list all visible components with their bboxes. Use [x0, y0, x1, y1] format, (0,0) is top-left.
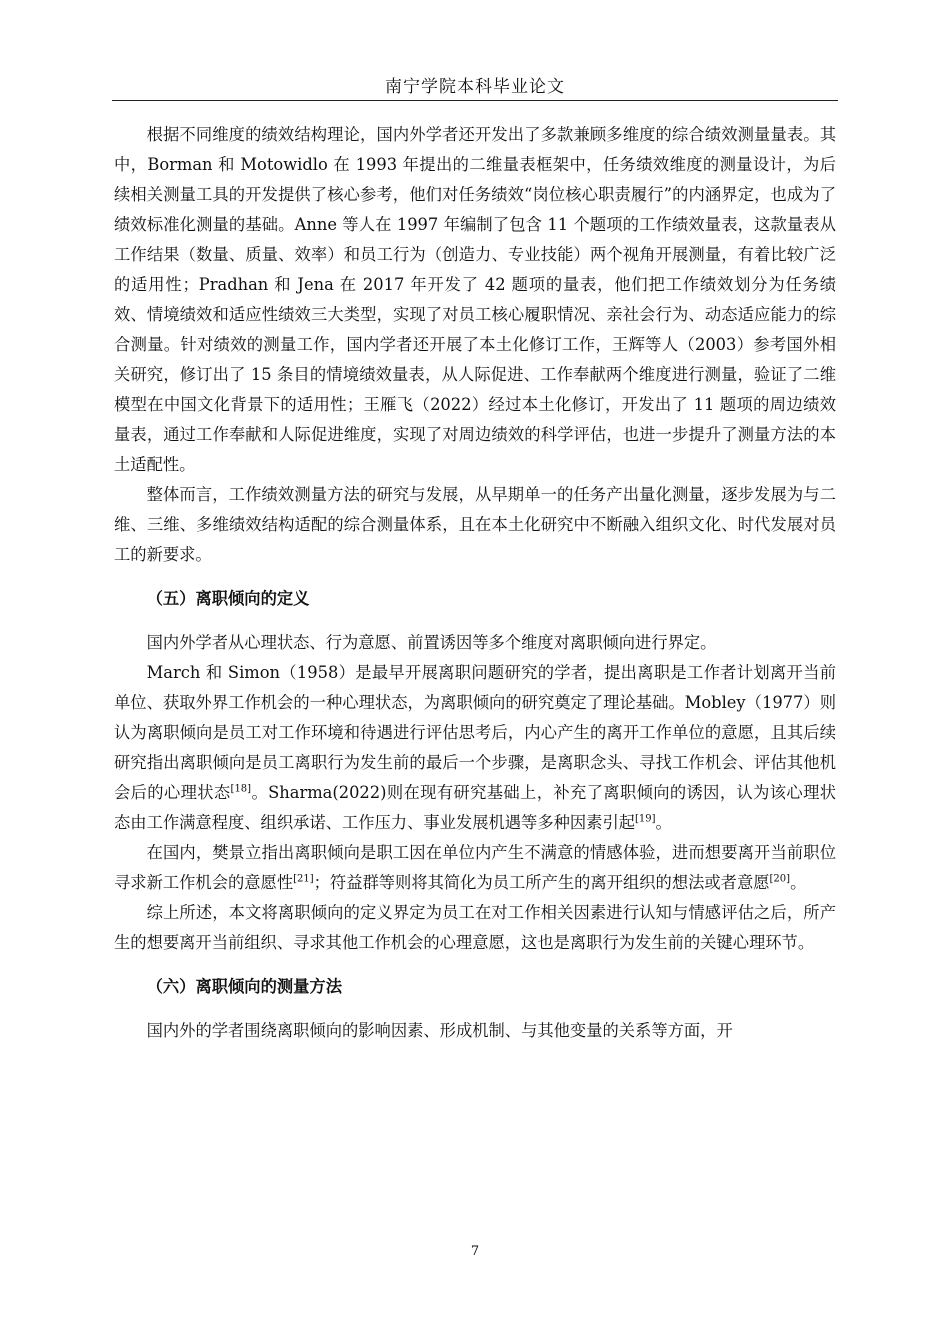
- text-segment: 。: [655, 813, 672, 832]
- page-number: 7: [470, 1244, 480, 1259]
- citation-18: [18]: [230, 783, 252, 795]
- section-heading-turnover-definition: （五）离职倾向的定义: [146, 589, 310, 608]
- paragraph-turnover-conclusion: 综上所述，本文将离职倾向的定义界定为员工在对工作相关因素进行认知与情感评估之后，所产生的想要离开当前组织、寻求其他工作机会的心理意愿，这也是离职行为发生前的关键心理环节。: [114, 903, 836, 952]
- citation-19: [19]: [635, 813, 656, 825]
- section-heading-turnover-measurement: （六）离职倾向的测量方法: [146, 977, 342, 996]
- paragraph-performance-scales: 根据不同维度的绩效结构理论，国内外学者还开发出了多款兼顾多维度的综合绩效测量量表。其中，Borman 和 Motowidlo 在 1993 年提出的二维量表框架中，任务绩效维度的测量设计，为后续相关测量工具的开发提供了核心参考，他们对任务绩效“岗位核心职责履行”的内涵界定，也成为了绩效标准化测量的基础。Anne 等人在 1997 年编制了包含 11 个题项的工作绩效量表，这款量表从工作结果（数量、质量、效率）和员工行为（创造力、专业技能）两个视角开展测量，有着比较广泛的适用性；Pradhan 和 Jena 在 2017 年开发了 42 题项的量表，他们把工作绩效划分为任务绩效、情境绩效和适应性绩效三大类型，实现了对员工核心履职情况、亲社会行为、动态适应能力的综合测量。针对绩效的测量工作，国内学者还开展了本土化修订工作，王辉等人（2003）参考国外相关研究，修订出了 15 条目的情境绩效量表，从人际促进、工作奉献两个维度进行测量，验证了二维模型在中国文化背景下的适用性；王雁飞（2022）经过本土化修订，开发出了 11 题项的周边绩效量表，通过工作奉献和人际促进维度，实现了对周边绩效的科学评估，也进一步提升了测量方法的本土适配性。: [114, 125, 836, 474]
- paragraph-performance-summary: 整体而言，工作绩效测量方法的研究与发展，从早期单一的任务产出量化测量，逐步发展为与二维、三维、多维绩效结构适配的综合测量体系，且在本土化研究中不断融入组织文化、时代发展对员工的新要求。: [114, 485, 836, 564]
- document-body: [114, 120, 836, 1046]
- text-segment: 。: [790, 873, 807, 892]
- citation-21: [21]: [293, 873, 314, 885]
- paragraph-turnover-domestic-research: [114, 838, 836, 898]
- text-segment: ；符益群等则将其简化为员工所产生的离开组织的想法或者意愿: [313, 873, 770, 892]
- text-segment: 。Sharma(2022)则在现有研究基础上，补充了离职倾向的诱因，认为该心理状态由工作满意程度、组织承诺、工作压力、事业发展机遇等多种因素引起: [114, 783, 836, 832]
- page-header: 南宁学院本科毕业论文: [112, 72, 838, 101]
- paragraph-turnover-intro: 国内外学者从心理状态、行为意愿、前置诱因等多个维度对离职倾向进行界定。: [146, 633, 717, 652]
- paragraph-turnover-foreign-research: [114, 658, 836, 838]
- paragraph-measurement-intro: 国内外的学者围绕离职倾向的影响因素、形成机制、与其他变量的关系等方面，开: [146, 1021, 733, 1040]
- citation-20: [20]: [769, 873, 791, 885]
- text-segment: March 和 Simon（1958）是最早开展离职问题研究的学者，提出离职是工作者计划离开当前单位、获取外界工作机会的一种心理状态，为离职倾向的研究奠定了理论基础。Mobley（1977）则认为离职倾向是员工对工作环境和待遇进行评估思考后，内心产生的离开工作单位的意愿，且其后续研究指出离职倾向是员工离职行为发生前的最后一个步骤，是离职念头、寻找工作机会、评估其他机会后的心理状态: [114, 663, 836, 802]
- text-segment: 在国内，樊景立指出离职倾向是职工因在单位内产生不满意的情感体验，进而想要离开当前职位寻求新工作机会的意愿性: [114, 843, 836, 892]
